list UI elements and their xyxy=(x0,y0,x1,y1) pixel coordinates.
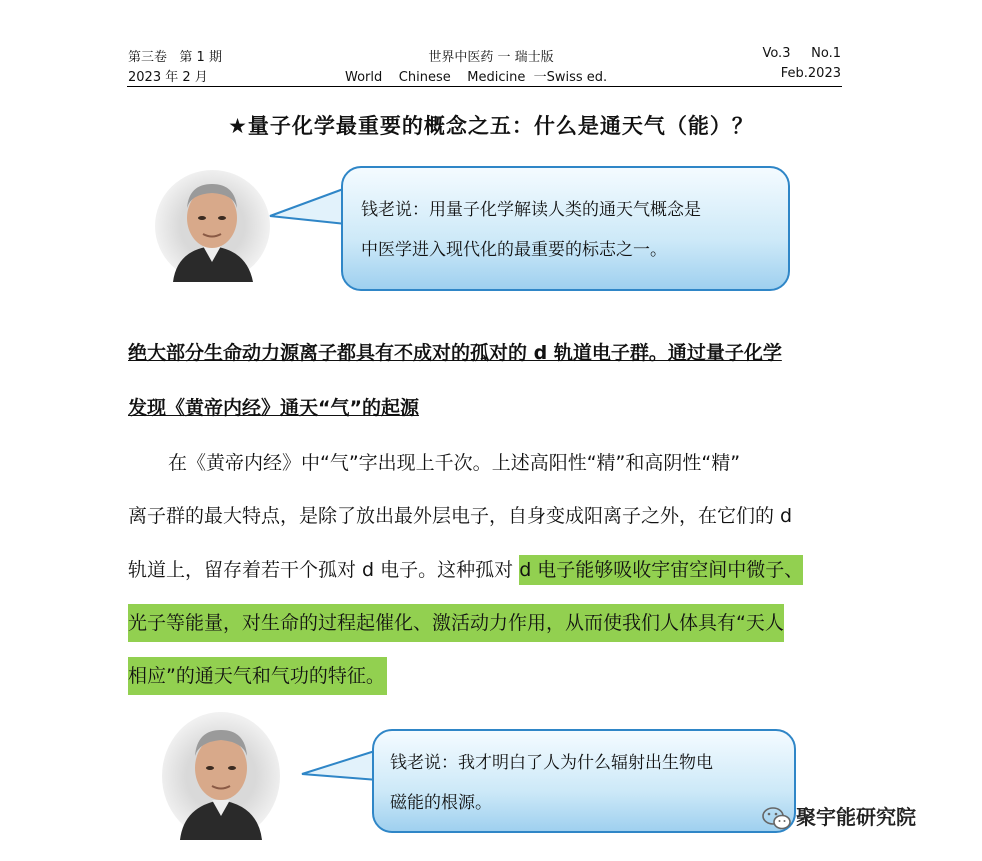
paragraph-line4-highlight: 光子等能量，对生命的过程起催化、激活动力作用，从而使我们人体具有“天人 xyxy=(128,604,784,642)
section-heading-line1: 绝大部分生命动力源离子都具有不成对的孤对的 d 轨道电子群。通过量子化学 xyxy=(128,342,782,364)
quote1-line2: 中医学进入现代化的最重要的标志之一。 xyxy=(361,240,667,260)
paragraph-line5 xyxy=(128,661,387,688)
paragraph-line4 xyxy=(128,608,784,635)
speech-bubble-1 xyxy=(341,166,790,291)
section-heading-line2: 发现《黄帝内经》通天“气”的起源 xyxy=(128,397,419,419)
quote2-line1: 钱老说：我才明白了人为什么辐射出生物电 xyxy=(390,753,713,773)
header-volume-issue-en xyxy=(762,46,841,61)
speech-bubble-2 xyxy=(372,729,796,833)
bubble-tail-1 xyxy=(268,186,348,246)
paragraph-line3-highlight: d 电子能够吸收宇宙空间中微子、 xyxy=(519,555,803,585)
header-rule xyxy=(127,86,842,87)
header-date-cn: 2023 年 2 月 xyxy=(128,70,208,85)
paragraph-line5-highlight: 相应”的通天气和气功的特征。 xyxy=(128,657,387,695)
header-volume: 第三卷 xyxy=(128,50,168,65)
bubble-tail-2 xyxy=(300,748,380,798)
paragraph-line2: 离子群的最大特点，是除了放出最外层电子，自身变成阳离子之外，在它们的 d xyxy=(128,505,793,527)
wechat-icon xyxy=(762,806,792,832)
quote1-line1: 钱老说：用量子化学解读人类的通天气概念是 xyxy=(361,200,701,220)
paragraph-line3 xyxy=(128,555,803,582)
portrait-image-2 xyxy=(162,712,280,840)
header-journal-cn: 世界中医药 一 瑞士版 xyxy=(428,50,554,65)
header-date-en: Feb.2023 xyxy=(780,66,841,81)
header-journal-en: World Chinese Medicine 一Swiss ed. xyxy=(345,70,608,85)
watermark-label: 聚宇能研究院 xyxy=(796,805,916,829)
article-title: ★量子化学最重要的概念之五：什么是通天气（能）？ xyxy=(228,114,754,138)
paragraph-line1: 在《黄帝内经》中“气”字出现上千次。上述高阳性“精”和高阴性“精” xyxy=(168,452,741,474)
header-issue-en: No.1 xyxy=(811,46,841,61)
portrait-image-1 xyxy=(155,170,270,282)
quote2-line2: 磁能的根源。 xyxy=(390,793,492,813)
header-issue: 第 1 期 xyxy=(179,50,222,65)
header-volume-en: Vo.3 xyxy=(762,46,791,61)
paragraph-line3-plain: 轨道上，留存着若干个孤对 d 电子。这种孤对 xyxy=(128,559,520,581)
